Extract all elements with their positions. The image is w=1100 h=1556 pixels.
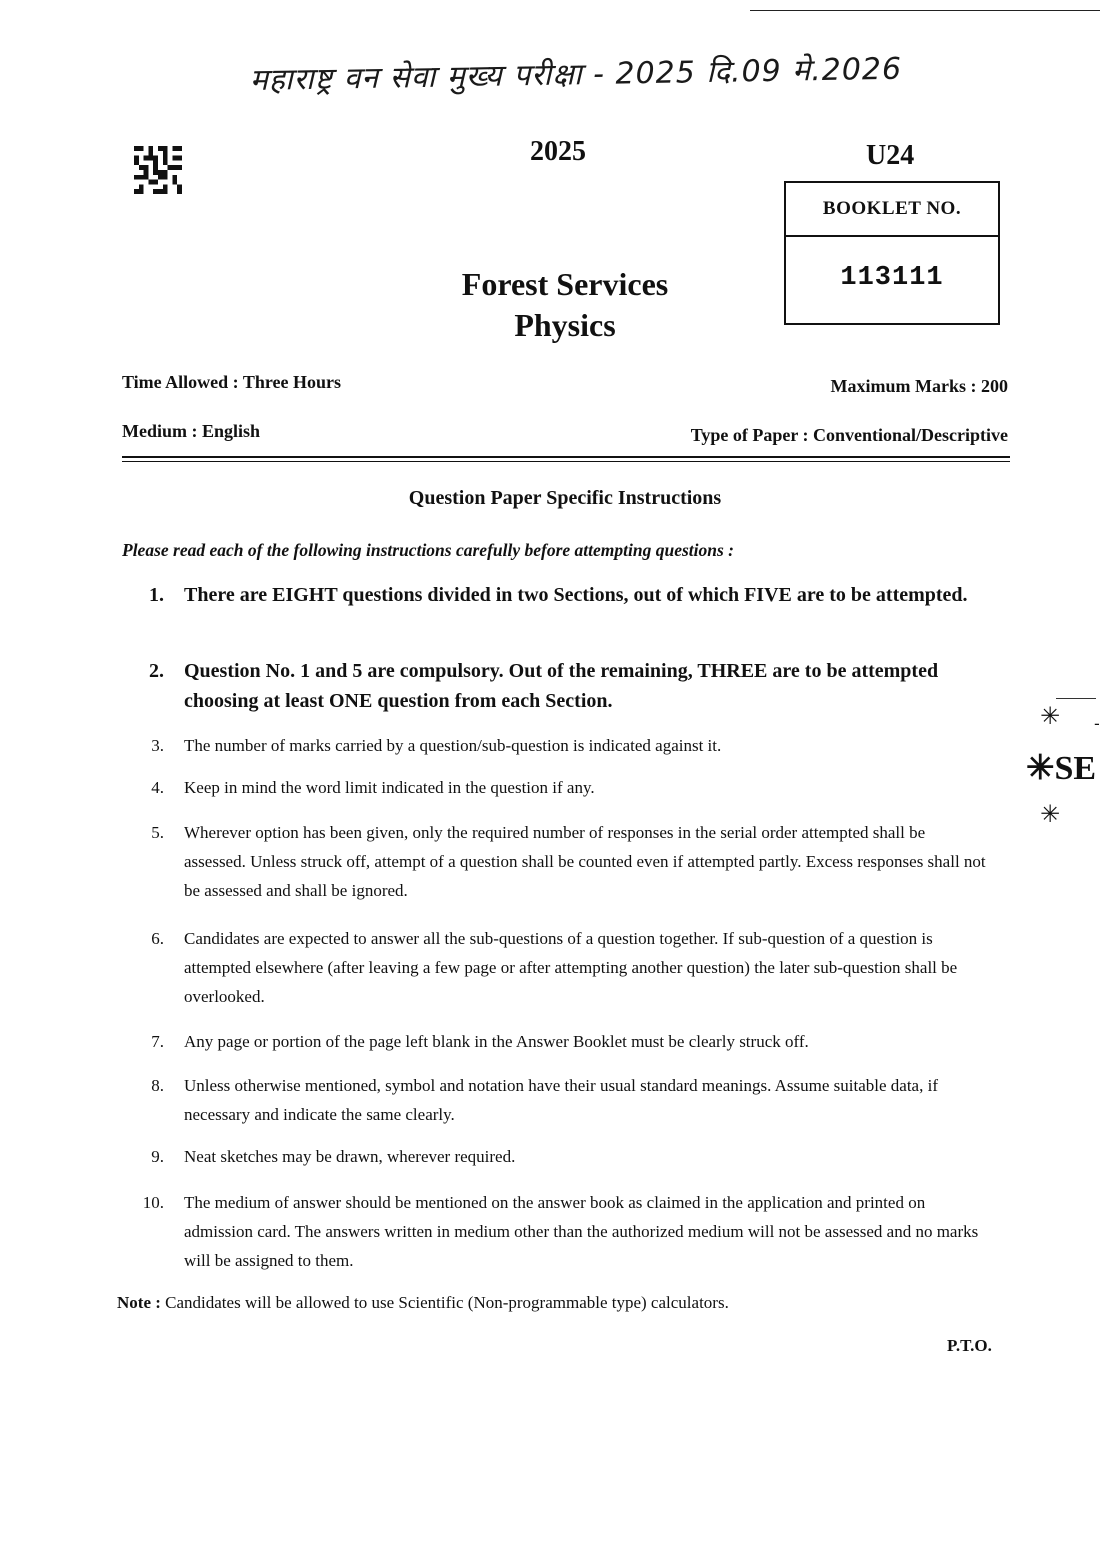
item-number: 10.	[142, 1193, 164, 1212]
margin-line	[1056, 698, 1096, 699]
margin-partial-text: ✳SE	[1026, 750, 1097, 787]
note-text: Candidates will be allowed to use Scientific (Non-programmable type) calculators.	[160, 1293, 729, 1312]
paper-type: Type of Paper : Conventional/Descriptive	[690, 425, 1008, 445]
instruction-item	[120, 773, 990, 802]
item-text: Neat sketches may be drawn, wherever required.	[184, 1147, 516, 1166]
paper-title: Forest Services	[461, 266, 669, 302]
instruction-item	[120, 1142, 990, 1171]
item-text: Any page or portion of the page left blank in the Answer Booklet must be clearly struck off.	[184, 1032, 809, 1051]
instruction-item	[120, 818, 990, 905]
item-text: Question No. 1 and 5 are compulsory. Out of the remaining, THREE are to be attempted choosing at least ONE question from each Section.	[184, 660, 939, 712]
instructions-intro: Please read each of the following instructions carefully before attempting questions :	[122, 540, 735, 560]
handwritten-note: महाराष्ट्र वन सेवा मुख्य परीक्षा - 2025 दि.09 मे.2026	[249, 51, 903, 98]
item-number: 2.	[149, 660, 164, 682]
item-text: Keep in mind the word limit indicated in the question if any.	[184, 778, 595, 797]
time-allowed: Time Allowed : Three Hours	[122, 372, 342, 392]
item-text: The number of marks carried by a question/sub-question is indicated against it.	[184, 736, 722, 755]
item-number: 9.	[151, 1147, 164, 1166]
instruction-item	[120, 1188, 990, 1275]
instruction-item	[120, 580, 990, 610]
instruction-item	[120, 924, 990, 1011]
booklet-number-box	[784, 181, 1000, 325]
item-number: 4.	[151, 778, 164, 797]
note-label: Note :	[117, 1293, 161, 1312]
booklet-number: 113111	[840, 263, 944, 293]
item-number: 6.	[151, 929, 164, 948]
item-text: Candidates are expected to answer all the sub-questions of a question together. If sub-question of a question is attempted elsewhere (after leaving a few page or after attempting another question) the later sub-question shall be overlooked.	[184, 929, 958, 1006]
calculator-note	[117, 1293, 729, 1313]
instruction-item	[120, 656, 990, 716]
instruction-item	[120, 1071, 990, 1129]
paper-code: U24	[866, 140, 915, 171]
pto-marker: P.T.O.	[947, 1336, 992, 1355]
margin-stamp	[1020, 692, 1100, 842]
instruction-item	[120, 1027, 990, 1056]
asterisk-icon: ✳	[1040, 800, 1061, 828]
divider-line	[122, 456, 1010, 458]
item-text: Wherever option has been given, only the required number of responses in the serial order attempted shall be assessed. Unless struck off, attempt of a question shall be counted even if attempted partly. Excess responses shall not be assessed and shall be ignored.	[184, 823, 986, 900]
top-edge-line	[750, 10, 1100, 11]
qr-code-icon	[133, 146, 183, 194]
instruction-item	[120, 731, 990, 760]
item-number: 5.	[151, 823, 164, 842]
item-number: 8.	[151, 1076, 164, 1095]
item-text: Unless otherwise mentioned, symbol and notation have their usual standard meanings. Assume suitable data, if necessary and indicate the same clearly.	[184, 1076, 938, 1124]
margin-dot: -	[1094, 714, 1100, 733]
maximum-marks: Maximum Marks : 200	[830, 376, 1008, 396]
item-number: 3.	[151, 736, 164, 755]
item-number: 7.	[151, 1032, 164, 1051]
item-number: 1.	[149, 584, 164, 606]
item-text: The medium of answer should be mentioned on the answer book as claimed in the application and printed on admission card. The answers written in medium other than the authorized medium will not be assessed and no marks will be assigned to them.	[184, 1193, 979, 1270]
medium: Medium : English	[122, 421, 261, 441]
item-text: There are EIGHT questions divided in two Sections, out of which FIVE are to be attempted.	[184, 584, 968, 606]
asterisk-icon: ✳	[1040, 702, 1061, 730]
exam-year: 2025	[530, 136, 586, 167]
instructions-heading: Question Paper Specific Instructions	[408, 487, 722, 509]
paper-subject: Physics	[514, 307, 616, 343]
divider-line-thin	[122, 461, 1010, 462]
booklet-label: BOOKLET NO.	[786, 183, 998, 237]
